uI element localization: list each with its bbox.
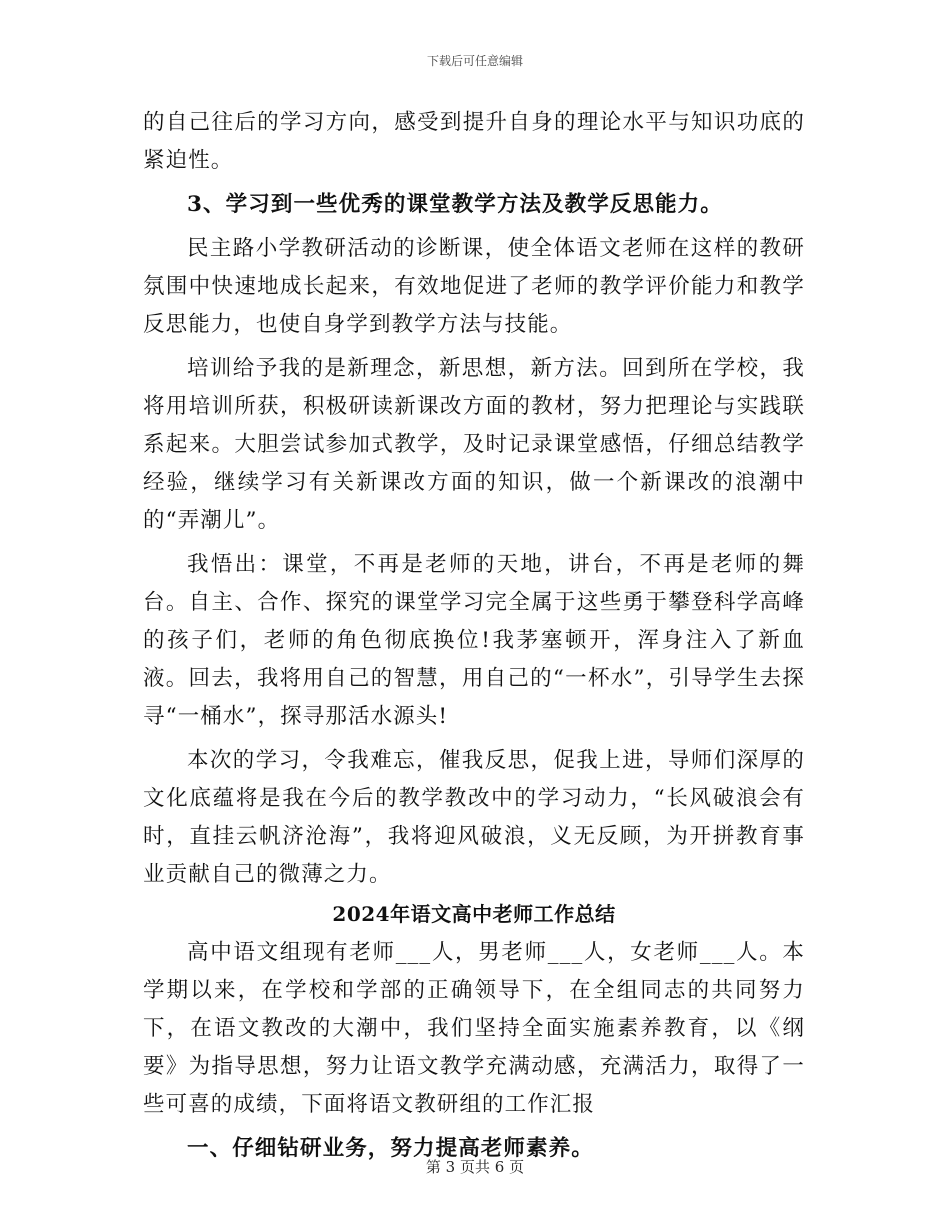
- page-header: 下载后可任意编辑: [426, 54, 523, 68]
- paragraph-3: 我悟出：课堂，不再是老师的天地，讲台，不再是老师的舞台。自主、合作、探究的课堂学习完全属于这些勇于攀登科学高峰的孩子们，老师的角色彻底换位!我茅塞顿开，浑身注入了新血液。回去，我将用自己的智慧，用自己的“一杯水”，引导学生去探寻“一桶水”，探寻那活水源头!: [143, 552, 805, 729]
- document-title: 2024年语文高中老师工作总结: [332, 902, 616, 926]
- document-body: [143, 104, 805, 1168]
- page-footer: 第 3 页共 6 页: [425, 1158, 525, 1176]
- paragraph-1: 民主路小学教研活动的诊断课，使全体语文老师在这样的教研氛围中快速地成长起来，有效地促进了老师的教学评价能力和教学反思能力，也使自身学到教学方法与技能。: [143, 236, 805, 337]
- paragraph-2: 培训给予我的是新理念，新思想，新方法。回到所在学校，我将用培训所获，积极研读新课改方面的教材，努力把理论与实践联系起来。大胆尝试参加式教学，及时记录课堂感悟，仔细总结教学经验，继续学习有关新课改方面的知识，做一个新课改的浪潮中的“弄潮儿”。: [143, 356, 805, 533]
- paragraph-4: 本次的学习，令我难忘，催我反思，促我上进，导师们深厚的文化底蕴将是我在今后的教学教改中的学习动力，“长风破浪会有时，直挂云帆济沧海”，我将迎风破浪，义无反顾，为开拼教育事业贡献自己的微薄之力。: [143, 748, 805, 887]
- paragraph-5: 高中语文组现有老师___人，男老师___人，女老师___人。本学期以来，在学校和学部的正确领导下，在全组同志的共同努力下，在语文教改的大潮中，我们坚持全面实施素养教育，以《纲要》为指导思想，努力让语文教学充满动感，充满活力，取得了一些可喜的成绩，下面将语文教研组的工作汇报: [143, 940, 805, 1117]
- section-heading-3: 3、学习到一些优秀的课堂教学方法及教学反思能力。: [187, 192, 723, 217]
- paragraph-continuation: 的自己往后的学习方向，感受到提升自身的理论水平与知识功底的紧迫性。: [143, 110, 805, 173]
- section-heading-1: 一、仔细钻研业务，努力提高老师素养。: [187, 1136, 594, 1161]
